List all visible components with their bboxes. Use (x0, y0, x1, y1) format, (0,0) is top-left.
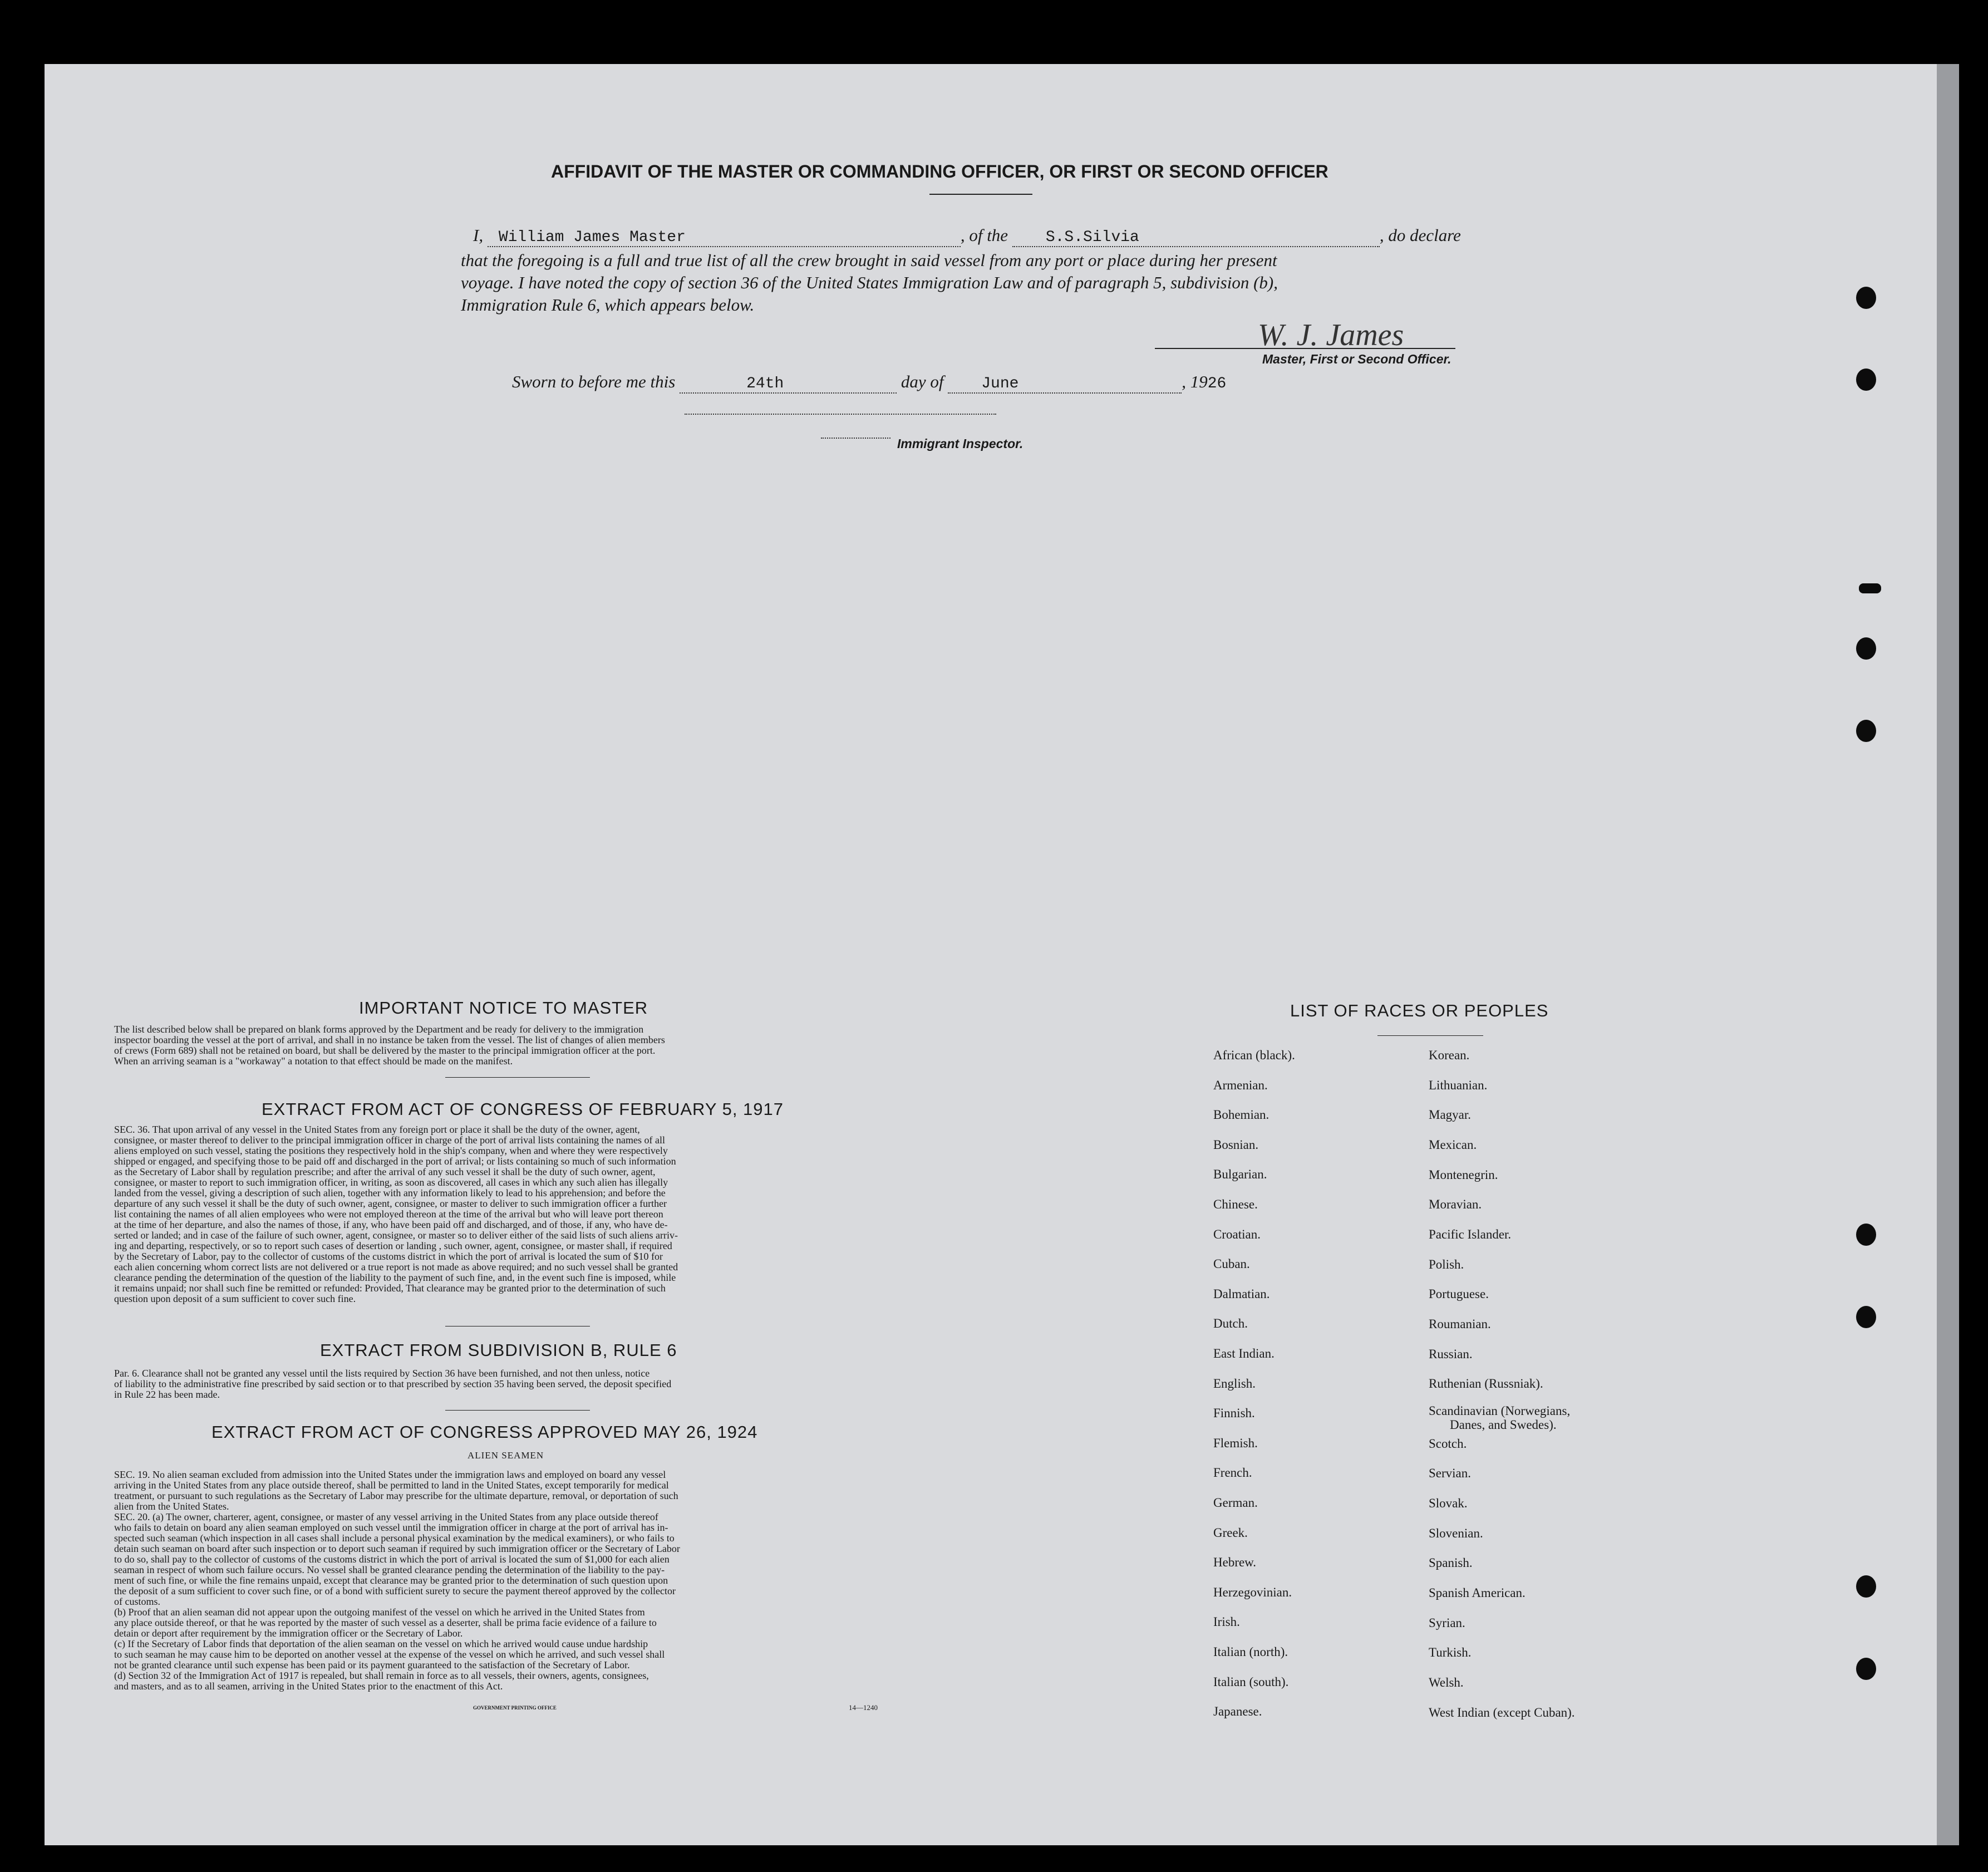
binder-hole (1856, 368, 1876, 391)
race-item: Polish. (1429, 1257, 1464, 1271)
extract-rule6-text: Par. 6. Clearance shall not be granted any vessel until the lists required by Section 36 have been furnished, and not then unless, notice of liability to the administrative fine prescribed by said section or to that prescribed by section 35 having been served, the deposit specified in Rule 22 has been made. (114, 1368, 672, 1400)
race-item: Slovak. (1429, 1496, 1468, 1510)
extract-1924-text: SEC. 19. No alien seaman excluded from admission into the United States under the immigration laws and employed on board any vessel arriving in the United States from any place outside thereof, shall be permitted to land in the United States, except temporarily for medical treatment, or pursuant to such regulations as the Secretary of Labor may prescribe for the ultimate departure, removal, or deportation of such alien from the United States. SEC. 20. (a) The owner, charterer, agent, consignee, or master of any vessel arriving in the United States from any place outside thereof who fails to detain on board any alien seaman employed on such vessel until the immigration officer in charge at the port of arrival has in- spected such seaman (which inspection in all cases shall include a personal physical examination by the medical examiners), or who fails to detain such seaman on board after such inspection or to deport such seaman if required by such immigration officer or the Secretary of Labor to do so, shall pay to the collector of customs of the customs district in which the port of arrival is located the sum of $1,000 for each alien seaman in respect of whom such failure occurs. No vessel shall be granted clearance pending the determination of the liability to the pay- ment of such fine, or while the fine remains unpaid, except that clearance may be granted prior to the determination of such question upon the deposit of a sum sufficient to cover such fine, or of a bond with sufficient surety to secure the payment thereof approved by the collector of customs. (b) Proof that an alien seaman did not appear upon the outgoing manifest of the vessel on which he arrived in the United States from any place outside thereof, or that he was reported by the master of such vessel as a deserter, shall be prima facie evidence of a failure to detain or deport after requirement by the immigration officer or the Secretary of Labor. (c) If the Secretary of Labor finds that deportation of the alien seaman on the vessel on which he arrived would cause undue hardship to such seaman he may cause him to be deported on another vessel at the expense of the vessel on which he arrived, and such vessel shall not be granted clearance until such expense has been paid or its payment guaranteed to the satisfaction of the Secretary of Labor. (d) Section 32 of the Immigration Act of 1917 is repealed, but shall remain in force as to all vessels, their owners, agents, consignees, and masters, and as to all seamen, arriving in the United States prior to the enactment of this Act. (114, 1469, 680, 1692)
binder-hole (1856, 1575, 1876, 1598)
race-item: Bosnian. (1213, 1137, 1259, 1152)
race-item: Moravian. (1429, 1197, 1482, 1211)
binder-hole (1856, 720, 1876, 742)
extract-1924-title: EXTRACT FROM ACT OF CONGRESS APPROVED MAY 26, 1924 (211, 1422, 758, 1442)
race-item: English. (1213, 1376, 1256, 1391)
race-item: Russian. (1429, 1347, 1473, 1361)
sworn-line: Sworn to before me this 24th day of June , 1926 (512, 372, 1227, 392)
notice-title: IMPORTANT NOTICE TO MASTER (359, 998, 648, 1018)
binder-hole (1856, 287, 1876, 309)
extract-1917-text: SEC. 36. That upon arrival of any vessel in the United States from any foreign port or place it shall be the duty of the owner, agent, consignee, or master thereof to deliver to the principal immigration officer in charge of the port of arrival lists containing the names of all aliens employed on such vessel, stating the positions they respectively hold in the ship's company, when and where they were respectively shipped or engaged, and specifying those to be paid off and discharged in the port of arrival; or lists containing so much of such information as the Secretary of Labor shall by regulation prescribe; and after the arrival of any such vessel it shall be the duty of such owner, agent, consignee, or master to report to such immigration officer, in writing, as soon as discovered, all cases in which any such alien has illegally landed from the vessel, giving a description of such alien, together with any information likely to lead to his apprehension; and before the departure of any such vessel it shall be the duty of such owner, agent, consignee, or master to deliver to such immigration officer a further list containing the names of all alien employees who were not employed thereon at the time of the arrival but who will leave port thereon at the time of her departure, and also the names of those, if any, who have been paid off and discharged, and of those, if any, who have de- serted or landed; and in case of the failure of such owner, agent, consignee, or master so to deliver either of the said lists of such aliens arriv- ing and departing, respectively, or so to report such cases of desertion or landing , such owner, agent, consignee, or master shall, if required by the Secretary of Labor, pay to the collector of customs of the customs district in which the port of arrival is located the sum of $10 for each alien concerning whom correct lists are not delivered or a true report is not made as above required; and no such vessel shall be granted clearance pending the determination of the question of the liability to the payment of such fine, and, in the event such fine is imposed, while it remains unpaid; nor shall such fine be remitted or refunded: Provided, That clearance may be granted prior to the determination of such question upon deposit of a sum sufficient to cover such fine. (114, 1124, 678, 1304)
declaration-line-2: that the foregoing is a full and true list of all the crew brought in said vessel from any port or place during her present (461, 250, 1277, 270)
race-item: Irish. (1213, 1615, 1240, 1629)
page-edge (1937, 64, 1959, 1845)
race-item: Bohemian. (1213, 1108, 1269, 1122)
race-item: Flemish. (1213, 1436, 1258, 1450)
master-signature: W. J. James (1258, 318, 1404, 352)
sworn-day-field[interactable]: 24th (680, 375, 897, 394)
race-item: Slovenian. (1429, 1526, 1483, 1540)
race-item: Hebrew. (1213, 1555, 1257, 1570)
race-item: French. (1213, 1466, 1252, 1480)
race-item: Lithuanian. (1429, 1078, 1488, 1092)
race-item: East Indian. (1213, 1347, 1275, 1360)
vessel-name-field[interactable]: S.S.Silvia (1012, 229, 1380, 247)
signature-caption: Master, First or Second Officer. (1262, 352, 1451, 366)
races-title-rule (1377, 1035, 1483, 1036)
binder-hole (1856, 637, 1876, 660)
notice-text: The list described below shall be prepared on blank forms approved by the Department and be ready for delivery to the immigration inspector boarding the vessel at the port of arrival, and shall in no instance be taken from the vessel. The list of changes of alien members of crews (Form 689) shall not be retained on board, but shall be delivered by the master to the principal immigration officer at the port. When an arriving seaman is a "workaway" a notation to that effect should be made on the manifest. (114, 1024, 665, 1067)
race-item: Cuban. (1213, 1257, 1250, 1271)
inspector-line (821, 438, 890, 439)
divider (445, 1410, 590, 1411)
title-rule (929, 194, 1032, 195)
race-item: Spanish. (1429, 1556, 1473, 1570)
race-item: Croatian. (1213, 1227, 1261, 1241)
divider (445, 1077, 590, 1078)
race-item: Montenegrin. (1429, 1168, 1498, 1182)
race-item: Italian (north). (1213, 1645, 1288, 1659)
race-item: Greek. (1213, 1525, 1248, 1540)
race-item: Korean. (1429, 1048, 1470, 1062)
race-item: Roumanian. (1429, 1317, 1491, 1331)
race-item: Italian (south). (1213, 1674, 1289, 1689)
races-title: LIST OF RACES OR PEOPLES (1290, 1001, 1549, 1020)
extract-rule6-title: EXTRACT FROM SUBDIVISION B, RULE 6 (320, 1340, 677, 1360)
race-item: Armenian. (1213, 1078, 1268, 1092)
race-item: Spanish American. (1429, 1586, 1526, 1600)
race-item: Turkish. (1429, 1645, 1472, 1659)
inspector-signature-line (685, 414, 996, 415)
printer-imprint: GOVERNMENT PRINTING OFFICE (473, 1705, 557, 1711)
race-item: West Indian (except Cuban). (1429, 1706, 1575, 1719)
race-item: German. (1213, 1496, 1258, 1510)
race-item: Chinese. (1213, 1197, 1258, 1211)
race-item: Magyar. (1429, 1108, 1472, 1122)
declaration-line-4: Immigration Rule 6, which appears below. (461, 295, 755, 315)
race-item: Pacific Islander. (1429, 1227, 1512, 1241)
race-item: Welsh. (1429, 1676, 1464, 1689)
race-item: Dutch. (1213, 1316, 1248, 1331)
race-item: Mexican. (1429, 1138, 1477, 1152)
race-item: Portuguese. (1429, 1287, 1489, 1301)
race-item: Herzegovinian. (1213, 1585, 1292, 1599)
inspector-caption: Immigrant Inspector. (897, 436, 1023, 451)
sworn-year-field[interactable]: 26 (1207, 375, 1227, 392)
binder-hole (1856, 1306, 1876, 1328)
race-item: Servian. (1429, 1466, 1472, 1480)
race-item: Japanese. (1213, 1704, 1262, 1719)
master-name-field[interactable]: William James Master (488, 229, 961, 247)
affidavit-title: AFFIDAVIT OF THE MASTER OR COMMANDING OFFICER, OR FIRST OR SECOND OFFICER (551, 161, 1328, 181)
form-number: 14—1240 (849, 1703, 878, 1712)
race-item: Ruthenian (Russniak). (1429, 1377, 1543, 1391)
binder-tab (1859, 583, 1881, 593)
race-item: African (black). (1213, 1048, 1295, 1062)
race-item: Scotch. (1429, 1437, 1467, 1451)
binder-hole (1856, 1658, 1876, 1680)
binder-hole (1856, 1224, 1876, 1246)
extract-1924-subtitle: ALIEN SEAMEN (468, 1450, 544, 1461)
race-item: Danes, and Swedes). (1450, 1418, 1557, 1432)
declaration-line-1: I, William James Master , of the S.S.Silvia , do declare (473, 225, 1461, 246)
race-item: Syrian. (1429, 1616, 1465, 1630)
race-item: Bulgarian. (1213, 1167, 1267, 1182)
extract-1917-title: EXTRACT FROM ACT OF CONGRESS OF FEBRUARY 5, 1917 (262, 1099, 784, 1119)
sworn-month-field[interactable]: June (948, 375, 1182, 394)
race-item: Scandinavian (Norwegians, (1429, 1404, 1571, 1418)
race-item: Finnish. (1213, 1406, 1255, 1421)
declaration-line-3: voyage. I have noted the copy of section 36 of the United States Immigration Law and of paragraph 5, subdivision (b), (461, 273, 1278, 292)
race-item: Dalmatian. (1213, 1286, 1270, 1301)
